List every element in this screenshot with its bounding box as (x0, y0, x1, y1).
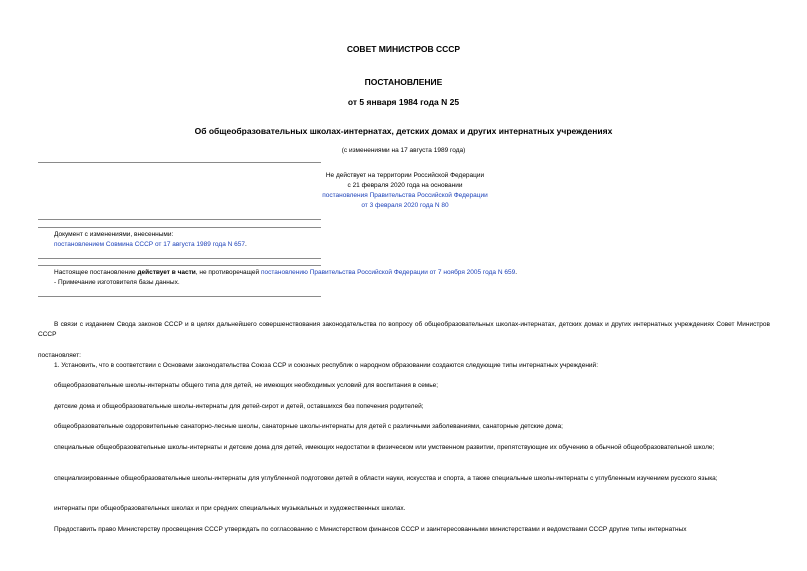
changes-note (54, 230, 247, 250)
divider (38, 219, 321, 220)
changes-label: Документ с изменениями, внесенными: (54, 231, 174, 238)
divider (38, 296, 321, 297)
status-line: Не действует на территории Российской Федерации (325, 172, 485, 179)
validity-note (54, 268, 517, 288)
validity-prefix: Настоящее постановление (54, 269, 138, 276)
validity-bold: действует в части (137, 269, 196, 276)
divider (38, 162, 321, 163)
amendments-note: (с изменениями на 17 августа 1989 года) (341, 147, 466, 154)
paragraph: специализированные общеобразовательные школы-интернаты для углубленной подготовки детей в области науки, искусства и спорта, а также специальные школы-интернаты с углубленным изучением русского языка; (54, 475, 718, 482)
paragraph: интернаты при общеобразовательных школах и при средних специальных музыкальных и художественных школах. (54, 505, 406, 512)
changes-link[interactable]: постановлением Совмина СССР от 17 августа 1989 года N 657 (54, 241, 245, 248)
document-type: ПОСТАНОВЛЕНИЕ (364, 77, 443, 87)
issuing-authority: СОВЕТ МИНИСТРОВ СССР (346, 44, 461, 54)
paragraph: Предоставить право Министерству просвещения СССР утверждать по согласованию с Министерством финансов СССР и заинтересованными министерствами и ведомствами СССР другие типы интернатных (54, 526, 687, 533)
paragraph: детские дома и общеобразовательные школы-интернаты для детей-сирот и детей, оставшихся без попечения родителей; (54, 403, 424, 410)
divider (38, 258, 321, 259)
document-date-number: от 5 января 1984 года N 25 (347, 97, 460, 107)
paragraph: постановляет: (38, 352, 81, 359)
divider (38, 227, 321, 228)
document-title: Об общеобразовательных школах-интернатах, детских домах и других интернатных учреждениях (194, 126, 613, 136)
paragraph: 1. Установить, что в соответствии с Основами законодательства Союза ССР и союзных республик о народном образовании создаются следующие типы интернатных учреждений: (54, 362, 598, 369)
paragraph: общеобразовательные школы-интернаты общего типа для детей, не имеющих необходимых условий для воспитания в семье; (54, 382, 439, 389)
divider (38, 265, 321, 266)
paragraph: В связи с изданием Свода законов СССР и в целях дальнейшего совершенствования законодательства по вопросу об общеобразовательных школах-интернатах, детских домах и других интернатных учреждениях Совет Министров СССР (38, 321, 770, 338)
paragraph: специальные общеобразовательные школы-интернаты и детские дома для детей, имеющих недостатки в физическом или умственном развитии, препятствующие их обучению в обычной общеобразовательной школе; (54, 444, 715, 451)
editor-note: - Примечание изготовителя базы данных. (54, 279, 180, 286)
status-link[interactable]: от 3 февраля 2020 года N 80 (361, 202, 449, 209)
status-line: с 21 февраля 2020 года на основании (347, 182, 463, 189)
changes-link-suffix: . (244, 241, 247, 248)
validity-middle: , не противоречащей (195, 269, 261, 276)
status-notice (250, 171, 560, 211)
validity-suffix: . (515, 269, 518, 276)
status-link[interactable]: постановления Правительства Российской Федерации (322, 192, 488, 199)
paragraph: общеобразовательные оздоровительные санаторно-лесные школы, санаторные школы-интернаты для детей с различными заболеваниями, санаторные детские дома; (54, 423, 563, 430)
validity-link[interactable]: постановлению Правительства Российской Федерации от 7 ноября 2005 года N 659 (260, 269, 516, 276)
